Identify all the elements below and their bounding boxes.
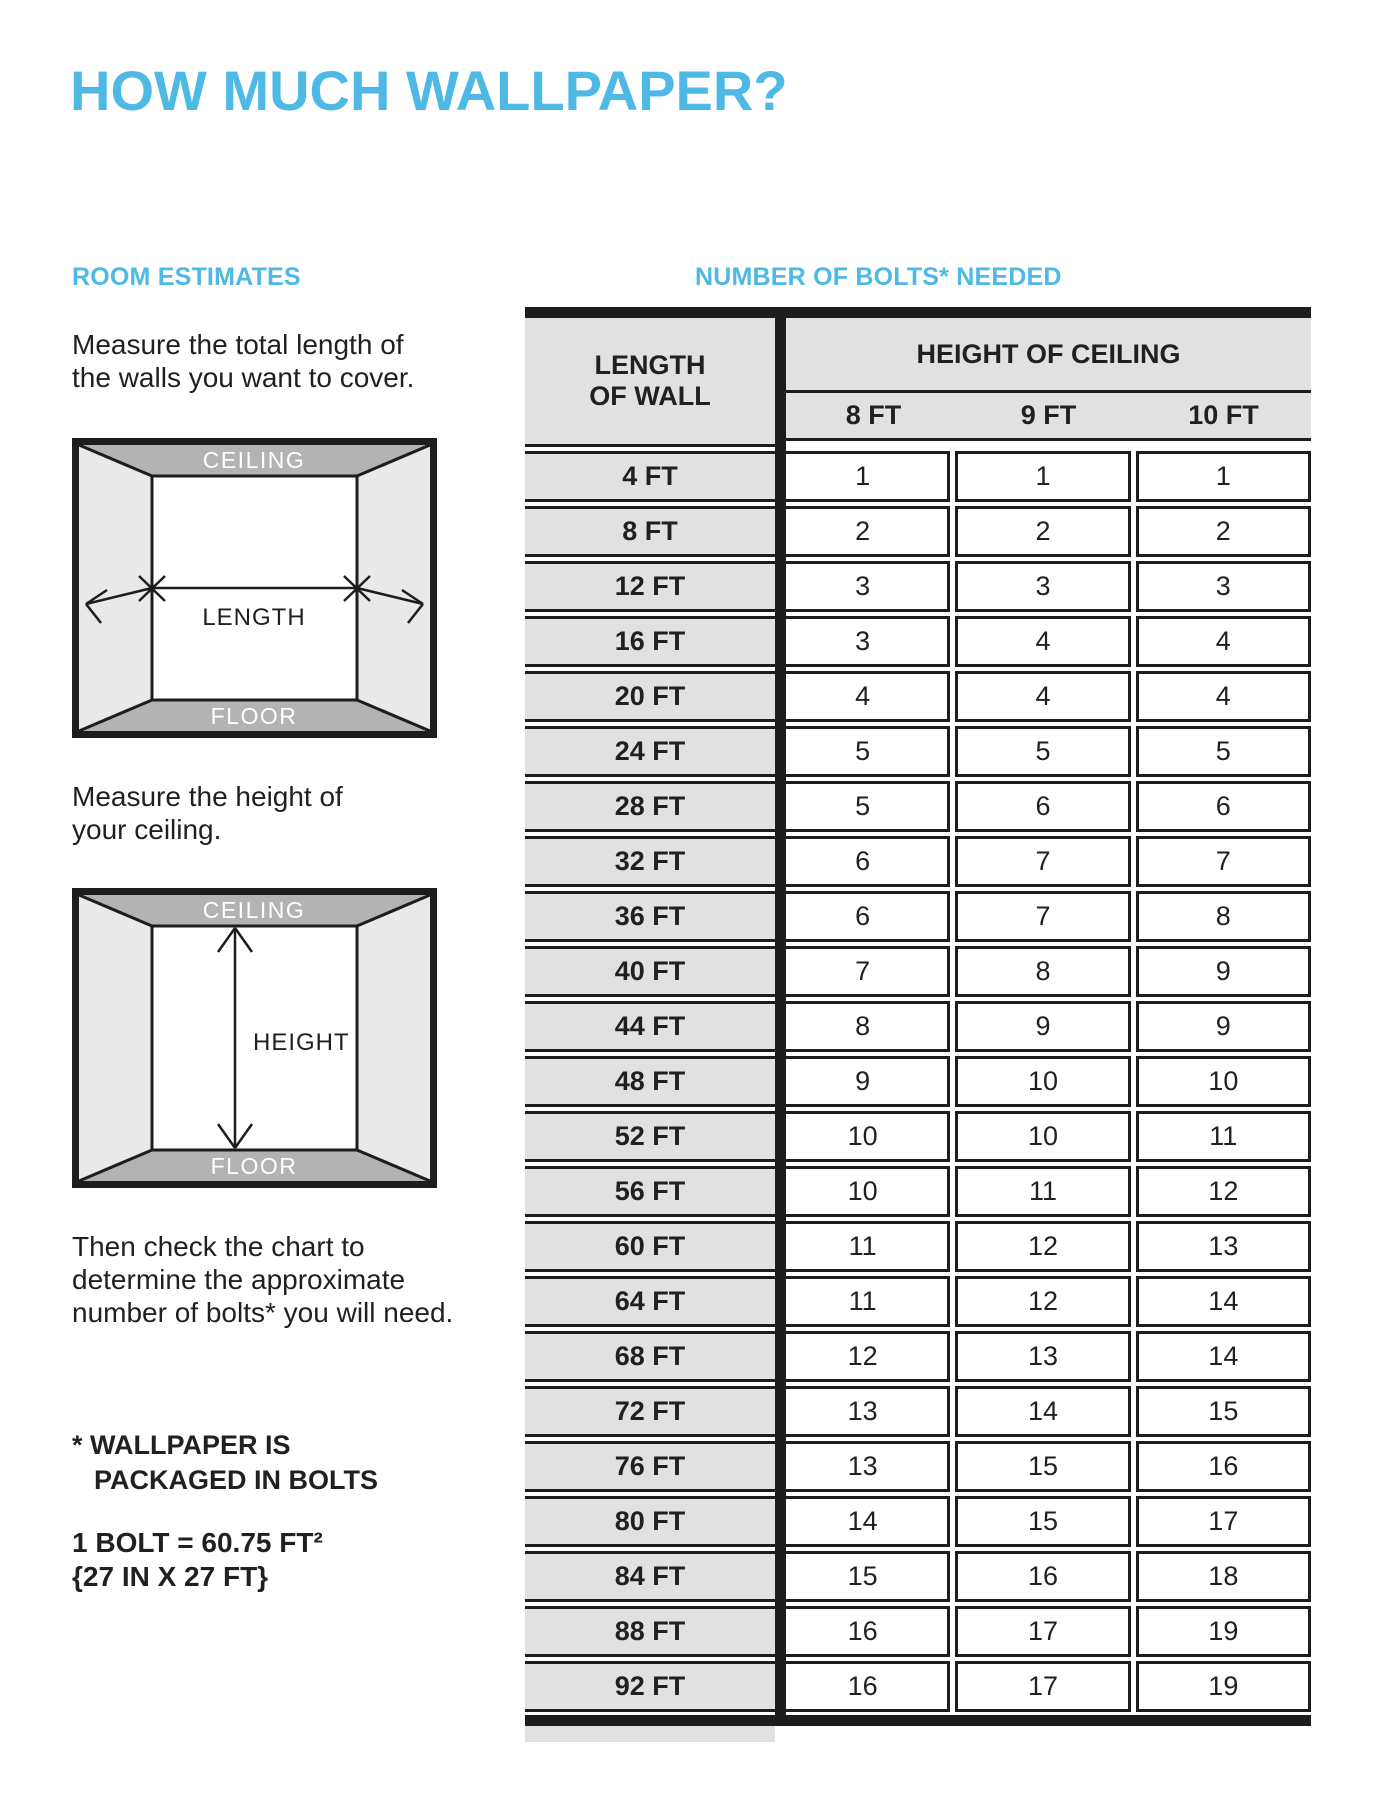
bolts-cell-8ft: 16	[775, 1661, 950, 1712]
bolts-cell-10ft: 1	[1136, 451, 1311, 502]
table-row	[525, 1331, 1311, 1382]
step2-text	[72, 780, 343, 846]
row-length-label: 44 FT	[525, 1001, 775, 1052]
bolts-cell-8ft: 10	[775, 1166, 950, 1217]
table-row	[525, 1441, 1311, 1492]
bolts-cell-10ft: 18	[1136, 1551, 1311, 1602]
bolts-cell-10ft: 11	[1136, 1111, 1311, 1162]
bolts-cell-10ft: 4	[1136, 616, 1311, 667]
table-row	[525, 946, 1311, 997]
bolts-cell-8ft: 11	[775, 1221, 950, 1272]
table-row	[525, 1551, 1311, 1602]
bolts-cell-10ft: 9	[1136, 946, 1311, 997]
bolts-table	[525, 307, 1311, 1742]
room-length-diagram	[72, 438, 437, 743]
ceiling-header-group	[786, 318, 1311, 447]
row-length-label: 60 FT	[525, 1221, 775, 1272]
table-body	[525, 451, 1311, 1712]
bolts-cell-9ft: 17	[955, 1606, 1130, 1657]
bolts-cell-8ft: 16	[775, 1606, 950, 1657]
bolt-equation: 1 BOLT = 60.75 FT²	[72, 1527, 323, 1558]
length-dimension-label: LENGTH	[202, 604, 306, 631]
table-row	[525, 726, 1311, 777]
bolts-cell-9ft: 9	[955, 1001, 1130, 1052]
bolts-cell-8ft: 3	[775, 616, 950, 667]
bolts-cell-9ft: 12	[955, 1276, 1130, 1327]
bolts-cell-8ft: 5	[775, 781, 950, 832]
table-row	[525, 1606, 1311, 1657]
row-length-label: 52 FT	[525, 1111, 775, 1162]
page-title: HOW MUCH WALLPAPER?	[70, 59, 788, 122]
bolts-cell-10ft: 17	[1136, 1496, 1311, 1547]
bolts-cell-9ft: 7	[955, 891, 1130, 942]
bolts-cell-10ft: 14	[1136, 1276, 1311, 1327]
bolts-cell-10ft: 13	[1136, 1221, 1311, 1272]
bolts-cell-9ft: 1	[955, 451, 1130, 502]
bolt-info	[72, 1526, 323, 1594]
bolts-cell-8ft: 6	[775, 891, 950, 942]
step1-line1: Measure the total length of	[72, 329, 404, 360]
row-length-label: 40 FT	[525, 946, 775, 997]
bolts-cell-9ft: 13	[955, 1331, 1130, 1382]
table-row	[525, 836, 1311, 887]
bolts-cell-9ft: 5	[955, 726, 1130, 777]
row-length-label: 36 FT	[525, 891, 775, 942]
length-of-wall-line1: LENGTH	[594, 350, 706, 380]
right-wall	[357, 895, 430, 1181]
bolts-cell-8ft: 4	[775, 671, 950, 722]
row-length-label: 80 FT	[525, 1496, 775, 1547]
bolts-cell-9ft: 16	[955, 1551, 1130, 1602]
row-length-label: 12 FT	[525, 561, 775, 612]
table-row	[525, 1386, 1311, 1437]
column-divider-bar	[775, 307, 786, 1726]
row-length-label: 84 FT	[525, 1551, 775, 1602]
length-of-wall-header	[525, 318, 775, 447]
bolts-cell-10ft: 16	[1136, 1441, 1311, 1492]
table-row	[525, 1496, 1311, 1547]
room-length-svg	[72, 438, 437, 738]
floor-label: FLOOR	[210, 1153, 298, 1179]
bolts-cell-10ft: 14	[1136, 1331, 1311, 1382]
bolts-cell-8ft: 10	[775, 1111, 950, 1162]
table-row	[525, 1001, 1311, 1052]
bolts-cell-9ft: 4	[955, 616, 1130, 667]
bolts-cell-8ft: 6	[775, 836, 950, 887]
bolts-cell-8ft: 13	[775, 1441, 950, 1492]
bolts-cell-9ft: 12	[955, 1221, 1130, 1272]
row-length-label: 68 FT	[525, 1331, 775, 1382]
table-row	[525, 891, 1311, 942]
row-length-label: 32 FT	[525, 836, 775, 887]
bolts-cell-8ft: 11	[775, 1276, 950, 1327]
bolts-cell-10ft: 6	[1136, 781, 1311, 832]
step3-line3: number of bolts* you will need.	[72, 1297, 454, 1328]
bolts-cell-9ft: 15	[955, 1441, 1130, 1492]
footnote-line2: PACKAGED IN BOLTS	[94, 1465, 379, 1495]
step2-line1: Measure the height of	[72, 781, 343, 812]
row-length-label: 24 FT	[525, 726, 775, 777]
left-wall	[79, 895, 152, 1181]
bolts-cell-10ft: 15	[1136, 1386, 1311, 1437]
bolts-cell-8ft: 13	[775, 1386, 950, 1437]
col-header-10ft: 10 FT	[1188, 400, 1259, 430]
bolts-needed-heading: NUMBER OF BOLTS* NEEDED	[695, 263, 1062, 291]
step2-line2: your ceiling.	[72, 814, 222, 845]
bolts-cell-10ft: 10	[1136, 1056, 1311, 1107]
left-wall	[79, 445, 152, 731]
ceiling-label: CEILING	[202, 447, 306, 473]
row-length-label: 8 FT	[525, 506, 775, 557]
room-height-svg	[72, 888, 437, 1188]
bolts-cell-8ft: 14	[775, 1496, 950, 1547]
row-length-label: 20 FT	[525, 671, 775, 722]
footnote-line1: * WALLPAPER IS	[72, 1430, 291, 1460]
bolts-cell-8ft: 9	[775, 1056, 950, 1107]
bolts-cell-9ft: 15	[955, 1496, 1130, 1547]
row-length-label: 64 FT	[525, 1276, 775, 1327]
bolts-cell-9ft: 11	[955, 1166, 1130, 1217]
height-of-ceiling-header: HEIGHT OF CEILING	[786, 318, 1311, 393]
bolts-cell-10ft: 4	[1136, 671, 1311, 722]
bolts-cell-8ft: 8	[775, 1001, 950, 1052]
bolts-cell-9ft: 2	[955, 506, 1130, 557]
room-height-diagram	[72, 888, 437, 1193]
bolts-cell-10ft: 5	[1136, 726, 1311, 777]
bolts-cell-10ft: 12	[1136, 1166, 1311, 1217]
bolts-cell-8ft: 12	[775, 1331, 950, 1382]
table-row	[525, 1166, 1311, 1217]
table-row	[525, 451, 1311, 502]
bolts-cell-8ft: 2	[775, 506, 950, 557]
bolts-cell-9ft: 7	[955, 836, 1130, 887]
ceiling-height-subheaders	[786, 393, 1311, 441]
table-row	[525, 506, 1311, 557]
table-row	[525, 616, 1311, 667]
col-header-8ft: 8 FT	[845, 400, 902, 430]
step3-line1: Then check the chart to	[72, 1231, 365, 1262]
bolt-dimensions: {27 IN X 27 FT}	[72, 1561, 269, 1592]
table-row	[525, 1111, 1311, 1162]
first-column-stub	[525, 1726, 775, 1742]
col-header-9ft: 9 FT	[1020, 400, 1077, 430]
bolts-cell-10ft: 3	[1136, 561, 1311, 612]
table-row	[525, 671, 1311, 722]
bolts-cell-8ft: 3	[775, 561, 950, 612]
row-length-label: 4 FT	[525, 451, 775, 502]
bolts-cell-10ft: 8	[1136, 891, 1311, 942]
floor-label: FLOOR	[210, 703, 298, 729]
bolts-cell-10ft: 9	[1136, 1001, 1311, 1052]
table-header	[525, 318, 1311, 447]
step3-text	[72, 1230, 453, 1329]
length-of-wall-line2: OF WALL	[589, 381, 711, 411]
row-length-label: 56 FT	[525, 1166, 775, 1217]
row-length-label: 48 FT	[525, 1056, 775, 1107]
row-length-label: 92 FT	[525, 1661, 775, 1712]
bolts-cell-9ft: 8	[955, 946, 1130, 997]
row-length-label: 28 FT	[525, 781, 775, 832]
bolts-cell-9ft: 14	[955, 1386, 1130, 1437]
ceiling-label: CEILING	[202, 897, 306, 923]
right-wall	[357, 445, 430, 731]
table-row	[525, 781, 1311, 832]
table-row	[525, 1221, 1311, 1272]
table-row	[525, 1276, 1311, 1327]
bolts-cell-9ft: 6	[955, 781, 1130, 832]
bolts-cell-10ft: 2	[1136, 506, 1311, 557]
height-dimension-label: HEIGHT	[253, 1029, 350, 1056]
bolts-cell-8ft: 5	[775, 726, 950, 777]
table-row	[525, 1661, 1311, 1712]
step3-line2: determine the approximate	[72, 1264, 406, 1295]
bolts-cell-8ft: 1	[775, 451, 950, 502]
table-top-rule	[525, 307, 1311, 318]
row-length-label: 72 FT	[525, 1386, 775, 1437]
table-row	[525, 561, 1311, 612]
bolts-cell-9ft: 10	[955, 1111, 1130, 1162]
bolts-cell-9ft: 3	[955, 561, 1130, 612]
table-row	[525, 1056, 1311, 1107]
row-length-label: 88 FT	[525, 1606, 775, 1657]
bolts-cell-9ft: 10	[955, 1056, 1130, 1107]
bolts-cell-8ft: 7	[775, 946, 950, 997]
step1-line2: the walls you want to cover.	[72, 362, 415, 393]
row-length-label: 76 FT	[525, 1441, 775, 1492]
bolts-cell-10ft: 7	[1136, 836, 1311, 887]
row-length-label: 16 FT	[525, 616, 775, 667]
room-estimates-heading: ROOM ESTIMATES	[72, 263, 301, 291]
table-bottom-rule	[525, 1715, 1311, 1726]
wallpaper-footnote	[72, 1428, 378, 1498]
bolts-cell-10ft: 19	[1136, 1661, 1311, 1712]
bolts-cell-9ft: 17	[955, 1661, 1130, 1712]
bolts-cell-9ft: 4	[955, 671, 1130, 722]
bolts-cell-10ft: 19	[1136, 1606, 1311, 1657]
bolts-cell-8ft: 15	[775, 1551, 950, 1602]
step1-text	[72, 328, 414, 394]
